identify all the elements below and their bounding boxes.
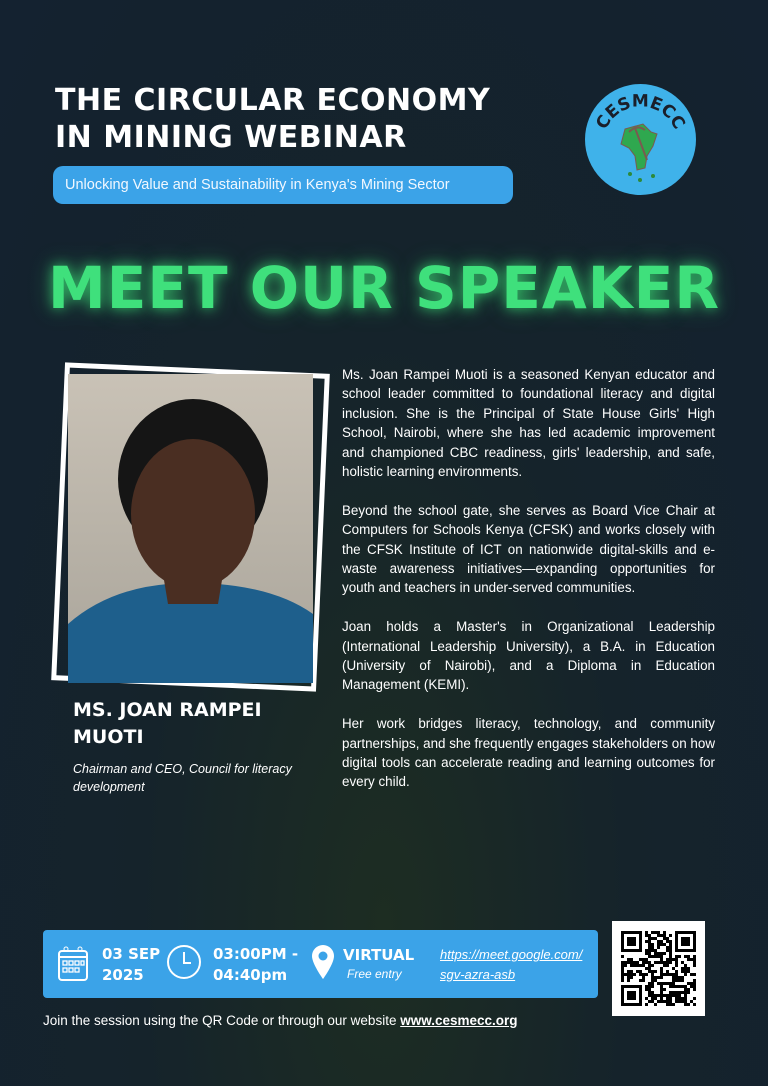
website-link[interactable]: www.cesmecc.org xyxy=(400,1013,518,1028)
bio-paragraph: Joan holds a Master's in Organizational Leadership (International Leadership University), a B.A. in Education (University of Nairobi), and a Diploma in Education Management (KEMI). xyxy=(342,619,715,693)
event-time: 03:00PM - 04:40pm xyxy=(213,945,299,984)
calendar-icon xyxy=(57,946,89,982)
bio-paragraph: Her work bridges literacy, technology, and community partnerships, and she frequently engages stakeholders on how digital tools can accelerate reading and learning outcomes for every child. xyxy=(342,716,715,790)
event-title xyxy=(55,82,490,156)
event-date: 03 SEP 2025 xyxy=(102,945,161,984)
bio-paragraph: Ms. Joan Rampei Muoti is a seasoned Kenyan educator and school leader committed to foundational literacy and digital inclusion. She is the Principal of State House Girls' High School, Nairobi, where she has led academic improvement and championed CBC readiness, girls' leadership, and safe, holistic learning environments. xyxy=(342,367,715,480)
speaker-name: MS. JOAN RAMPEI MUOTI xyxy=(73,699,262,748)
svg-text:CESMECC: CESMECC xyxy=(592,91,689,133)
qr-code[interactable] xyxy=(612,921,705,1016)
event-venue: VIRTUAL xyxy=(343,946,415,964)
title-line-1: THE CIRCULAR ECONOMY xyxy=(55,83,491,118)
bio-paragraph: Beyond the school gate, she serves as Board Vice Chair at Computers for Schools Kenya (CFSK) and works closely with the CFSK Institute of ICT on nationwide digital-skills and e-waste awareness initiatives—expanding opportunities for youth and teachers in under-served communities. xyxy=(342,502,715,596)
title-line-2: IN MINING WEBINAR xyxy=(55,120,407,155)
speaker-photo xyxy=(68,374,313,683)
footer-note: Join the session using the QR Code or through our website www.cesmecc.org xyxy=(43,1013,518,1028)
clock-icon xyxy=(166,944,202,980)
meet-our-speaker-headline: MEET OUR SPEAKER xyxy=(48,254,720,322)
location-pin-icon xyxy=(311,944,335,980)
event-details-bar xyxy=(43,930,598,998)
speaker-bio xyxy=(342,365,715,811)
subtitle-pill: Unlocking Value and Sustainability in Kenya's Mining Sector xyxy=(53,166,513,204)
speaker-role: Chairman and CEO, Council for literacy development xyxy=(73,762,292,794)
venue-note: Free entry xyxy=(347,967,402,981)
cesmecc-logo xyxy=(585,84,696,195)
meeting-link[interactable]: https://meet.google.com/ sgv-azra-asb xyxy=(440,947,583,982)
